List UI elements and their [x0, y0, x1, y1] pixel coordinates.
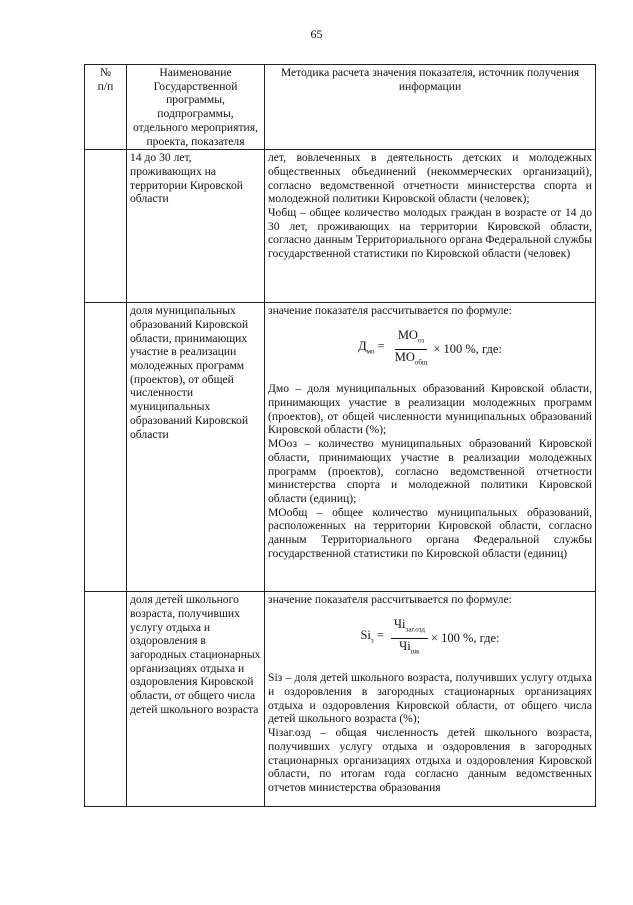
indicator-name: доля муниципальных образований Кировской области, принимающих участие в реализации молодежных программ (проектов), от общей численности муниципальных образований Кировской области: [127, 303, 265, 592]
method-paragraph: МОобщ – общее количество муниципальных образований, расположенных на территории Кировской области, согласно данным Территориального органа Федеральной службы государственной статистики по Кировской области (единиц): [268, 505, 592, 560]
method-paragraph: Siз – доля детей школьного возраста, получивших услугу отдыха и оздоровления в загородных стационарных организациях отдыха и оздоровления Кировской области, от общего числа детей школьного возраста (%);: [268, 671, 592, 726]
method-paragraph: Дмо – доля муниципальных образований Кировской области, принимающих участие в реализации молодежных программ (проектов), от общей численности муниципальных образований Кировской области (%);: [268, 382, 592, 437]
method-cell: [265, 150, 596, 303]
row-number: [85, 150, 127, 303]
formula-numerator: $Чi_{заг.озд}$: [391, 618, 428, 639]
method-cell: [265, 592, 596, 807]
header-number: № п/п: [85, 65, 127, 150]
method-paragraph: лет, вовлеченных в деятельность детских и молодежных общественных объединений (некоммерческих организаций), согласно ведомственной отчетности министерства спорта и молодежной политики Кировской области (человек);: [268, 151, 592, 206]
header-name: Наименование Государственной программы, подпрограммы, отдельного мероприятия, проекта, показателя: [127, 65, 265, 150]
formula-fraction: [392, 329, 431, 370]
indicator-table: [84, 64, 596, 807]
formula-tail: × 100 %, где:: [433, 341, 502, 356]
table-header-row: [85, 65, 596, 150]
indicator-name: доля детей школьного возраста, получивших услугу отдыха и оздоровления в загородных стационарных организациях отдыха и оздоровления Кировской области, от общего числа детей школьного возраста: [127, 592, 265, 807]
formula: [268, 618, 592, 659]
page-number: 65: [310, 27, 323, 41]
table-row: [85, 592, 596, 807]
formula-denominator: $МО_{общ}$: [394, 350, 428, 367]
indicator-name: 14 до 30 лет, проживающих на территории Кировской области: [127, 150, 265, 303]
formula-lhs: $Д_{мо}$ =: [358, 339, 385, 356]
formula-intro: значение показателя рассчитывается по формуле:: [268, 304, 512, 318]
formula-fraction: [391, 618, 428, 659]
formula-lhs: $Si_з$ =: [360, 628, 384, 645]
row-number: [85, 592, 127, 807]
formula-tail: × 100 %, где:: [430, 630, 500, 645]
formula: [268, 329, 592, 370]
table-row: [85, 303, 596, 592]
method-paragraph: МОоз – количество муниципальных образований Кировской области, принимающих участие в реализации молодежных программ (проектов), согласно ведомственной отчетности министерства спорта и молодежной политики Кировской области (единиц);: [268, 437, 592, 505]
method-paragraph: Чiзаг.озд – общая численность детей школьного возраста, получивших услугу отдыха и оздоровления в загородных стационарных организациях отдыха и оздоровления Кировской области, по итогам года согласно данным ведомственных отчетов министерства образования: [268, 726, 592, 794]
row-number: [85, 303, 127, 592]
method-paragraph: Чобщ – общее количество молодых граждан в возрасте от 14 до 30 лет, проживающих на территории Кировской области, согласно данным Территориального органа Федеральной службы государственной статистики по Кировской области (человек): [268, 206, 592, 261]
formula-intro: значение показателя рассчитывается по формуле:: [268, 593, 512, 607]
method-cell: [265, 303, 596, 592]
header-method: Методика расчета значения показателя, источник получения информации: [265, 65, 596, 150]
formula-numerator: $МО_{оз}$: [395, 329, 427, 350]
formula-denominator: $Чi_{шк}$: [399, 639, 420, 656]
table-row: [85, 150, 596, 303]
